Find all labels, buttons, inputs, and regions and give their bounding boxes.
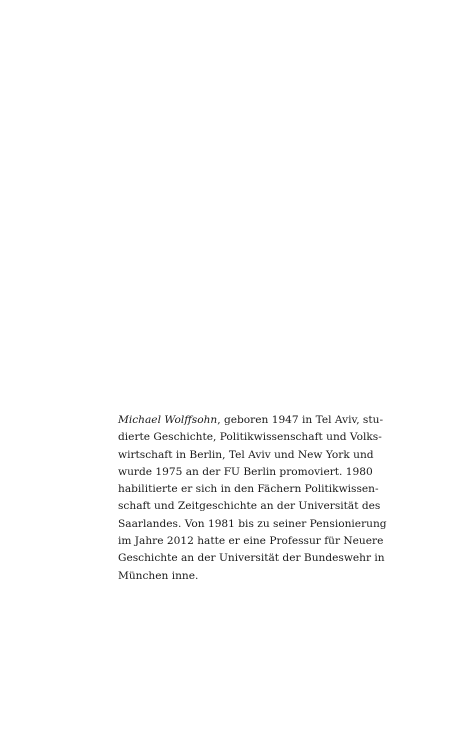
bio-line-9: Geschichte an der Universität der Bundeswehr in [118, 552, 385, 565]
bio-line-8: im Jahre 2012 hatte er eine Professur für Neuere [118, 535, 384, 548]
bio-line-1 [118, 412, 384, 429]
bio-line-10: München inne. [118, 569, 199, 582]
bio-line-2: dierte Geschichte, Politikwissenschaft und Volks- [118, 431, 382, 444]
bio-line-3: wirtschaft in Berlin, Tel Aviv und New York und [118, 448, 374, 461]
author-name: Michael Wolffsohn [118, 414, 218, 426]
bio-line-4: wurde 1975 an der FU Berlin promoviert. 1980 [118, 465, 373, 478]
bio-line-6: schaft und Zeitgeschichte an der Universität des [118, 500, 381, 513]
bio-line-5: habilitierte er sich in den Fächern Politikwissen- [118, 483, 379, 496]
bio-line-1-text: , geboren 1947 in Tel Aviv, stu- [217, 414, 384, 426]
bio-line-7: Saarlandes. Von 1981 bis zu seiner Pensionierung [118, 517, 387, 530]
author-biography [118, 412, 387, 585]
